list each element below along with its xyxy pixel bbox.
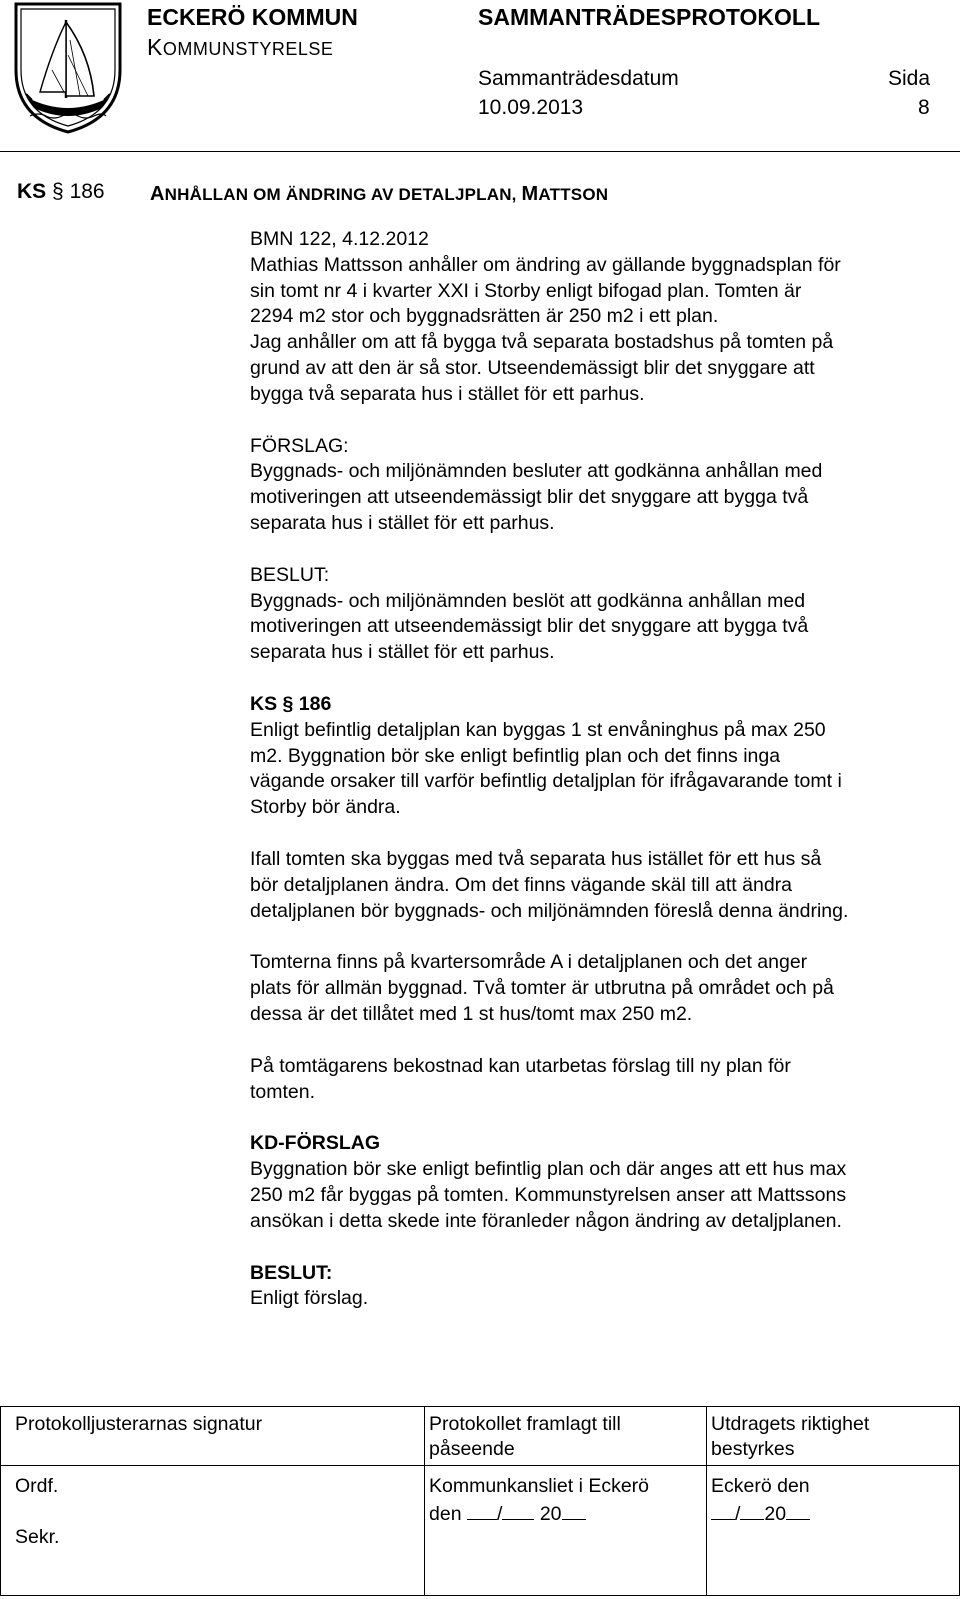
committee-name xyxy=(147,34,333,61)
body-line: bygga två separata hus i stället för ett parhus. xyxy=(250,382,645,405)
year-text: 20 xyxy=(764,1503,787,1525)
body-line: 2294 m2 stor och byggnadsrätten är 250 m2 i ett plan. xyxy=(250,305,719,328)
chair-signature-label: Ordf. xyxy=(15,1475,59,1497)
body-line: På tomtägarens bekostnad kan utarbetas förslag till ny plan för xyxy=(250,1054,791,1077)
year-text: 20 xyxy=(539,1503,562,1525)
page-label: Sida xyxy=(888,67,931,90)
body-line: m2. Byggnation bör ske enligt befintlig plan och det finns inga xyxy=(250,744,781,767)
presentation-date-line xyxy=(429,1499,586,1527)
case-title-part: M xyxy=(521,183,539,205)
meeting-date-label: Sammanträdesdatum xyxy=(478,67,679,90)
ship-emblem-icon xyxy=(8,0,128,135)
body-line: Byggnation bör ske enligt befintlig plan och där anges att ett hus max xyxy=(250,1158,847,1181)
case-title-part: A xyxy=(150,183,165,205)
certification-header xyxy=(711,1412,869,1462)
body-line: BMN 122, 4.12.2012 xyxy=(250,228,429,250)
year-blank xyxy=(786,1499,810,1520)
date-prefix: den xyxy=(429,1503,462,1525)
year-blank xyxy=(562,1499,586,1520)
body-line: Byggnads- och miljönämnden besluter att godkänna anhållan med xyxy=(250,460,823,483)
body-line: plats för allmän byggnad. Två tomter är utbrutna på området och på xyxy=(250,977,834,1000)
body-line: separata hus i stället för ett parhus. xyxy=(250,511,555,534)
case-title-part: NHÅLLAN OM ÄNDRING AV DETALJPLAN xyxy=(164,185,512,204)
body-line: Tomterna finns på kvartersområde A i detaljplanen och det anger xyxy=(250,951,808,974)
presentation-header-line: påseende xyxy=(429,1438,515,1460)
date-separator: / xyxy=(496,1503,503,1525)
header-divider xyxy=(0,151,960,152)
date-separator: / xyxy=(735,1503,741,1525)
section-sign: § xyxy=(52,180,64,203)
kd-forslag-title: KD-FÖRSLAG xyxy=(250,1132,380,1155)
certification-date-line xyxy=(711,1499,810,1527)
signature-header: Protokolljusterarnas signatur xyxy=(15,1413,263,1435)
beslut-title: BESLUT: xyxy=(250,1261,333,1284)
body-line: tomten. xyxy=(250,1080,316,1103)
case-title-part: , xyxy=(511,185,522,204)
case-title xyxy=(150,183,608,206)
body-line: grund av att den är så stor. Utseendemässigt blir det snyggare att xyxy=(250,356,815,379)
beslut-label: BESLUT: xyxy=(250,563,330,586)
committee-name-initial: K xyxy=(147,34,163,60)
body-line: Jag anhåller om att få bygga två separata bostadshus på tomten på xyxy=(250,331,834,354)
committee-name-rest: OMMUNSTYRELSE xyxy=(162,39,334,59)
body-line: bör detaljplanen ändra. Om det finns vägande skäl till att ändra xyxy=(250,873,793,896)
certification-place: Eckerö den xyxy=(711,1475,810,1497)
body-line: detaljplanen bör byggnads- och miljönämnden föreslå denna ändring. xyxy=(250,899,849,922)
body-line: Byggnads- och miljönämnden beslöt att godkänna anhållan med xyxy=(250,589,806,612)
month-blank xyxy=(502,1499,534,1520)
presentation-header-line: Protokollet framlagt till xyxy=(429,1413,621,1435)
page-number: 8 xyxy=(918,96,930,119)
body-line: ansökan i detta skede inte föranleder någon ändring av detaljplanen. xyxy=(250,1209,842,1232)
case-number xyxy=(17,180,105,204)
body-line: Ifall tomten ska byggas med två separata hus istället för ett hus så xyxy=(250,847,822,870)
body-line: separata hus i stället för ett parhus. xyxy=(250,641,555,664)
day-blank xyxy=(467,1499,497,1520)
case-title-part: ATTSON xyxy=(538,185,609,204)
table-row-divider xyxy=(1,1465,959,1466)
presentation-header xyxy=(429,1412,621,1462)
forslag-label: FÖRSLAG: xyxy=(250,434,349,457)
month-blank xyxy=(740,1499,764,1520)
body-line: motiveringen att utseendemässigt blir det snyggare att bygga två xyxy=(250,486,809,509)
body-line: Mathias Mattsson anhåller om ändring av gällande byggnadsplan för xyxy=(250,253,841,276)
body-line: Storby bör ändra. xyxy=(250,796,401,819)
signature-table xyxy=(0,1406,960,1596)
certification-header-line: bestyrkes xyxy=(711,1438,795,1460)
secretary-signature-label: Sekr. xyxy=(15,1526,60,1548)
ks-section-title: KS § 186 xyxy=(250,692,332,715)
body-line: 250 m2 får byggas på tomten. Kommunstyrelsen anser att Mattssons xyxy=(250,1183,847,1206)
meeting-date-value: 10.09.2013 xyxy=(478,96,584,119)
document-type: SAMMANTRÄDESPROTOKOLL xyxy=(478,4,821,30)
body-line: sin tomt nr 4 i kvarter XXI i Storby enligt bifogad plan. Tomten är xyxy=(250,279,802,302)
body-line: Enligt förslag. xyxy=(250,1287,369,1310)
case-prefix: KS xyxy=(17,180,47,203)
municipality-name: ECKERÖ KOMMUN xyxy=(147,4,358,30)
body-line: dessa är det tillåtet med 1 st hus/tomt max 250 m2. xyxy=(250,1002,693,1025)
body-line: vägande orsaker till varför befintlig detaljplan för ifrågavarande tomt i xyxy=(250,770,842,793)
body-line: motiveringen att utseendemässigt blir det snyggare att bygga två xyxy=(250,615,809,638)
table-column-divider xyxy=(424,1407,425,1595)
office-name: Kommunkansliet i Eckerö xyxy=(429,1475,650,1497)
body-line: Enligt befintlig detaljplan kan byggas 1 st envåninghus på max 250 xyxy=(250,718,826,741)
table-column-divider xyxy=(706,1407,707,1595)
case-id-number: 186 xyxy=(69,180,105,203)
certification-header-line: Utdragets riktighet xyxy=(711,1413,870,1435)
day-blank xyxy=(711,1499,735,1520)
protocol-body xyxy=(250,227,950,1312)
